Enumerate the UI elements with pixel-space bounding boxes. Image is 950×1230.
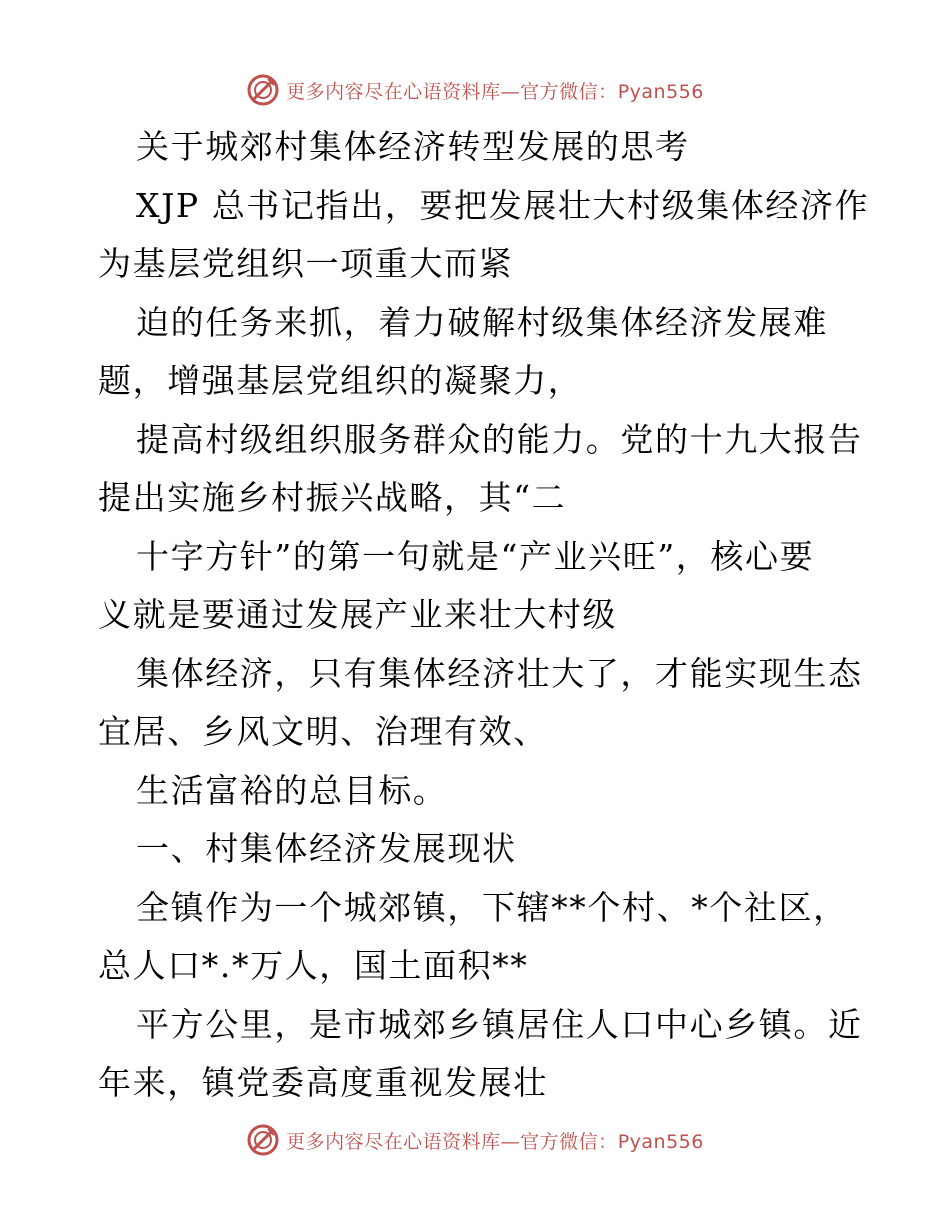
paragraph-line: 题，增强基层党组织的凝聚力， [98,361,583,400]
document-title: 关于城郊村集体经济转型发展的思考 [136,127,690,166]
paragraph-line: 迫的任务来抓，着力破解村级集体经济发展难 [136,302,828,342]
watermark-text: 更多内容尽在心语资料库—官方微信：Pyan556 [286,80,704,103]
seal-logo-icon [246,1123,280,1157]
paragraph-line: 宜居、乡风文明、治理有效、 [98,712,548,751]
paragraph-line: 集体经济，只有集体经济壮大了，才能实现生态 [136,653,863,693]
paragraph-line: 义就是要通过发展产业来壮大村级 [98,595,617,634]
document-body [98,118,870,1113]
paragraph-line: 提出实施乡村振兴战略，其“二 [98,478,567,517]
paragraph-line: 总人口*.*万人，国土面积** [98,946,529,985]
paragraph-line: 为基层党组织一项重大而紧 [98,244,514,283]
paragraph-line: 全镇作为一个城郊镇，下辖**个村、*个社区， [136,887,848,927]
footer-watermark [0,1120,950,1160]
seal-logo-icon [246,73,280,107]
paragraph-line: 年来，镇党委高度重视发展壮 [98,1063,548,1102]
paragraph-line: 生活富裕的总目标。 [136,770,448,810]
paragraph-line: 提高村级组织服务群众的能力。党的十九大报告 [136,419,863,459]
header-watermark [0,70,950,110]
paragraph-line: 十字方针”的第一句就是“产业兴旺”，核心要 [136,536,815,576]
section-heading: 一、村集体经济发展现状 [136,829,517,868]
paragraph-line: XJP 总书记指出，要把发展壮大村级集体经济作 [136,185,870,225]
paragraph-line: 平方公里，是市城郊乡镇居住人口中心乡镇。近 [136,1004,863,1044]
watermark-text: 更多内容尽在心语资料库—官方微信：Pyan556 [286,1130,704,1153]
